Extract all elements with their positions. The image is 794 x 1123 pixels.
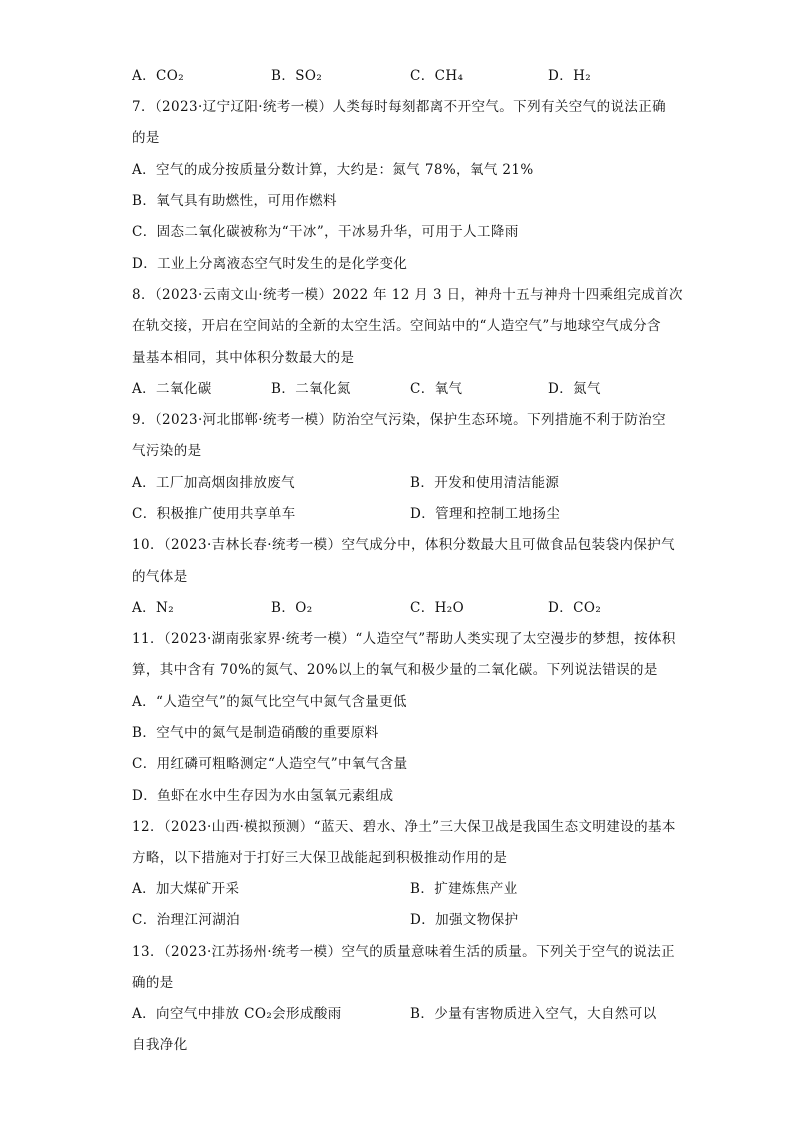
q8-stem-line-2: 在轨交接，开启在空间站的全新的太空生活。空间站中的“人造空气”与地球空气成分含 bbox=[132, 318, 661, 334]
q13-option-a: A．向空气中排放 CO₂会形成酸雨 bbox=[132, 1006, 342, 1022]
q13-stem-line-2: 确的是 bbox=[132, 975, 174, 991]
q7-option-b: B．氧气具有助燃性，可用作燃料 bbox=[132, 193, 337, 209]
q12-option-b: B．扩建炼焦产业 bbox=[410, 881, 518, 897]
q8-stem-line-3: 量基本相同，其中体积分数最大的是 bbox=[132, 350, 355, 366]
q9-option-c: C．积极推广使用共享单车 bbox=[132, 506, 296, 522]
q12-stem-line-2: 方略，以下措施对于打好三大保卫战能起到积极推动作用的是 bbox=[132, 850, 508, 866]
q11-stem-line-2: 算，其中含有 70%的氮气、20%以上的氧气和极少量的二氧化碳。下列说法错误的是 bbox=[132, 662, 658, 678]
q7-option-c: C．固态二氧化碳被称为“干冰”，干冰易升华，可用于人工降雨 bbox=[132, 224, 519, 240]
q9-option-d: D．管理和控制工地扬尘 bbox=[410, 506, 561, 522]
q10-option-d: D．CO₂ bbox=[548, 600, 602, 616]
q7-stem-line-1: 7．（2023·辽宁辽阳·统考一模）人类每时每刻都离不开空气。下列有关空气的说法正确 bbox=[132, 99, 667, 115]
q10-option-b: B．O₂ bbox=[271, 600, 313, 616]
q8-stem-line-1: 8．（2023·云南文山·统考一模）2022 年 12 月 3 日，神舟十五与神舟十四乘组完成首次 bbox=[132, 287, 683, 303]
q12-option-c: C．治理江河湖泊 bbox=[132, 912, 241, 928]
q13-option-b: B．少量有害物质进入空气，大自然可以 bbox=[410, 1006, 657, 1022]
q8-option-a: A．二氧化碳 bbox=[132, 381, 212, 397]
q10-stem-line-1: 10．（2023·吉林长春·统考一模）空气成分中，体积分数最大且可做食品包装袋内保护气 bbox=[132, 537, 676, 553]
q10-option-c: C．H₂O bbox=[410, 600, 465, 616]
q7-option-d: D．工业上分离液态空气时发生的是化学变化 bbox=[132, 256, 408, 272]
q8-option-c: C．氧气 bbox=[410, 381, 463, 397]
q13-option-b-continued: 自我净化 bbox=[132, 1037, 188, 1053]
q11-stem-line-1: 11．（2023·湖南张家界·统考一模）“人造空气”帮助人类实现了太空漫步的梦想，按体积 bbox=[132, 631, 676, 647]
q6-option-c: C．CH₄ bbox=[410, 68, 464, 84]
q10-option-a: A．N₂ bbox=[132, 600, 175, 616]
q11-option-a: A．“人造空气”的氮气比空气中氮气含量更低 bbox=[132, 694, 407, 710]
q11-option-c: C．用红磷可粗略测定“人造空气”中氧气含量 bbox=[132, 756, 408, 772]
q9-option-b: B．开发和使用清洁能源 bbox=[410, 475, 560, 491]
q6-option-a: A．CO₂ bbox=[132, 68, 185, 84]
q11-option-d: D．鱼虾在水中生存因为水由氢氧元素组成 bbox=[132, 788, 394, 804]
q9-option-a: A．工厂加高烟囱排放废气 bbox=[132, 475, 296, 491]
q10-stem-line-2: 的气体是 bbox=[132, 569, 188, 585]
q9-stem-line-2: 气污染的是 bbox=[132, 443, 202, 459]
q9-stem-line-1: 9．（2023·河北邯郸·统考一模）防治空气污染，保护生态环境。下列措施不利于防治空 bbox=[132, 412, 667, 428]
q11-option-b: B．空气中的氮气是制造硝酸的重要原料 bbox=[132, 725, 379, 741]
q8-option-b: B．二氧化氮 bbox=[271, 381, 351, 397]
q6-option-d: D．H₂ bbox=[548, 68, 592, 84]
q12-option-d: D．加强文物保护 bbox=[410, 912, 519, 928]
q12-stem-line-1: 12．（2023·山西·模拟预测）“蓝天、碧水、净土”三大保卫战是我国生态文明建设的基本 bbox=[132, 819, 676, 835]
q8-option-d: D．氮气 bbox=[548, 381, 601, 397]
q7-stem-line-2: 的是 bbox=[132, 130, 160, 146]
q7-option-a: A．空气的成分按质量分数计算，大约是：氮气 78%，氧气 21% bbox=[132, 162, 534, 178]
q12-option-a: A．加大煤矿开采 bbox=[132, 881, 240, 897]
q6-option-b: B．SO₂ bbox=[271, 68, 323, 84]
q13-stem-line-1: 13．（2023·江苏扬州·统考一模）空气的质量意味着生活的质量。下列关于空气的说法正 bbox=[132, 944, 676, 960]
